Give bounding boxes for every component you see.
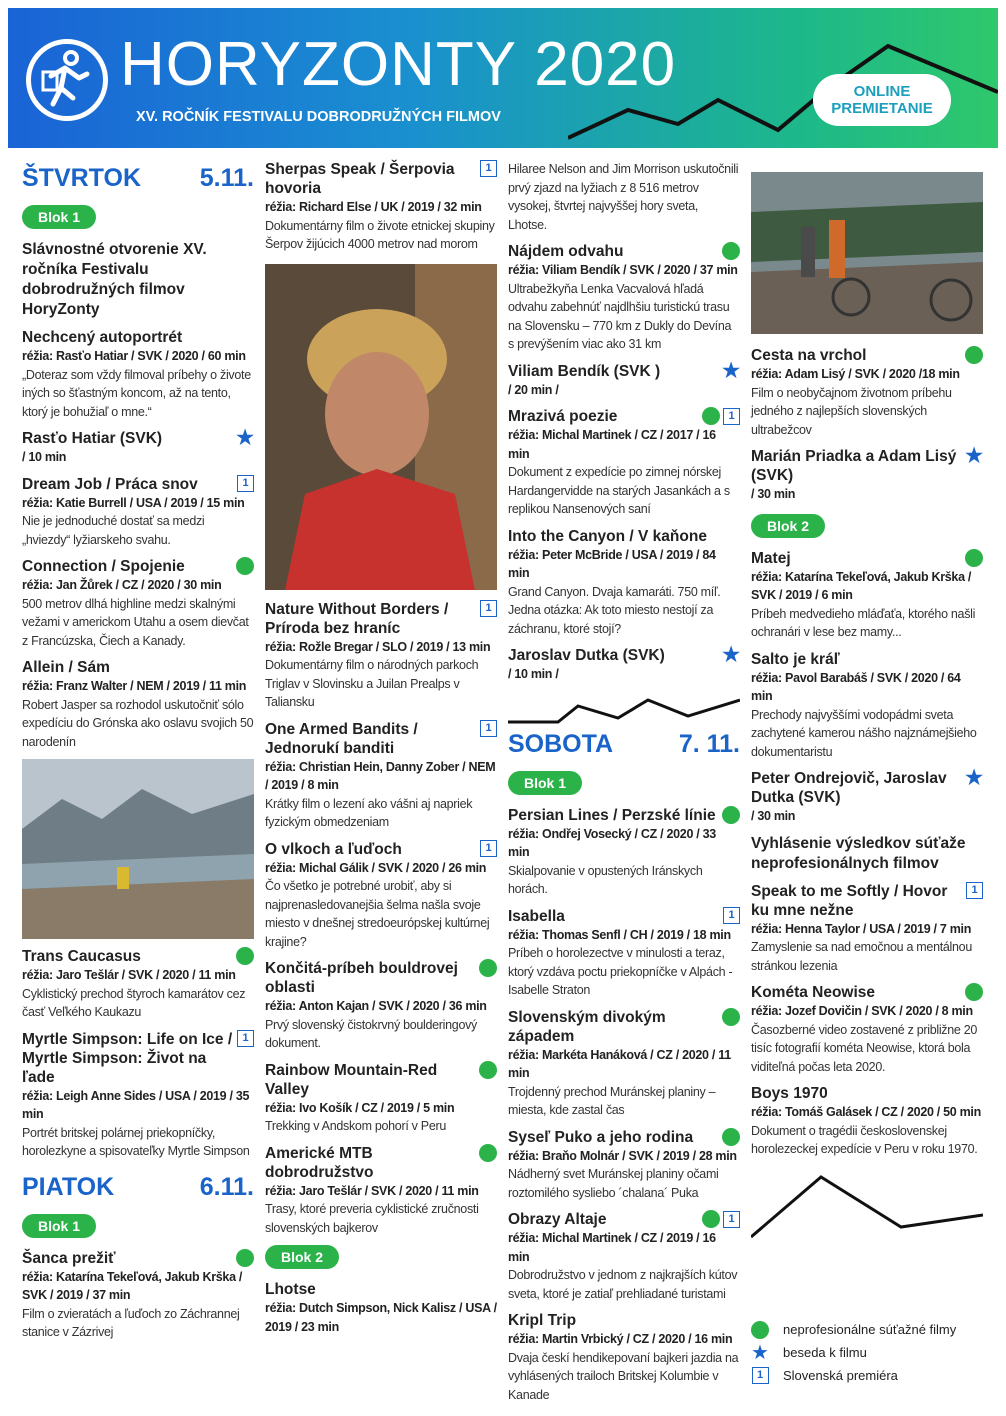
opening-title: Slávnostné otvorenie XV. ročníka Festivalu dobrodružných filmov HoryZonty [22,241,207,318]
discussion-star-icon: ★ [722,359,740,382]
film-icons [722,806,740,824]
film-title: Slovenským divokým západem [508,1008,666,1045]
film-entry [265,600,497,712]
film-entry [265,1061,497,1136]
film-icons [965,447,983,465]
film-meta: réžia: Pavol Barabáš / SVK / 2020 / 64 min [751,670,961,703]
film-title: Connection / Spojenie [22,558,185,575]
competition-dot-icon [479,1144,497,1162]
blok-badge: Blok 2 [751,514,825,538]
competition-dot-icon [965,549,983,567]
film-entry [508,1311,740,1404]
film-meta: réžia: Martin Vrbický / CZ / 2020 / 16 min [508,1332,733,1346]
film-description: Čo všetko je potrebné urobiť, aby si najprenasledovanejšia šelma našla svoje miesto v dnešnej stredoeurópskej kultúrnej krajine? [265,879,490,949]
film-description: Príbeh medvedieho mláďaťa, ktorého našli ochranári v lese bez mamy... [751,606,976,639]
film-description: Dokument o tragédii československej horolezeckej expedície v Peru v roku 1970. [751,1123,978,1156]
legend [751,1318,991,1387]
discussion-star-icon: ★ [965,445,983,467]
film-icons [479,959,497,977]
premiere-square-icon: 1 [723,408,740,425]
column-3 [508,160,740,1412]
film-description: Dvaja českí hendikepovaní bajkeri jazdia na vyhlásených trailoch Britskej Kolumbie v Kanade [508,1350,739,1402]
day-heading: ŠTVRTOK 5.11. [22,164,254,192]
competition-dot-icon [236,557,254,575]
film-title: Salto je kráľ [751,650,840,668]
film-title: Mrazivá poezie [508,408,618,425]
film-title: Sherpas Speak / Šerpovia hovoria [265,161,455,197]
film-entry [508,1008,740,1120]
premiere-square-icon: 1 [752,1367,769,1384]
legend-item [751,1318,991,1341]
film-meta: réžia: Michal Martinek / CZ / 2019 / 16 min [508,1231,716,1264]
film-entry [22,475,254,550]
competition-dot-icon [965,346,983,364]
legend-text: neprofesionálne súťažné filmy [783,1322,957,1337]
premiere-square-icon: 1 [723,907,740,924]
film-title: Nature Without Borders / Príroda bez hraníc [265,600,449,637]
film-icons [480,160,497,177]
film-icons [722,1128,740,1146]
film-title: Lhotse [265,1281,316,1298]
competition-dot-icon [702,1210,720,1228]
competition-dot-icon [965,983,983,1001]
film-meta: réžia: Henna Taylor / USA / 2019 / 7 min [751,921,972,936]
film-icons [236,1249,254,1267]
film-icons [480,600,497,617]
film-icons [722,646,740,664]
film-meta: réžia: Leigh Anne Sides / USA / 2019 / 35 min [22,1088,250,1121]
premiere-square-icon: 1 [723,1211,740,1228]
film-title: Persian Lines / Perzské línie [508,806,716,824]
film-entry [751,346,983,439]
film-entry [22,328,254,421]
film-entry [508,359,740,400]
film-meta: réžia: Franz Walter / NEM / 2019 / 11 min [22,679,247,693]
blok-badge: Blok 1 [508,771,582,795]
film-entry [508,1128,740,1203]
film-description: Dobrodružstvo v jednom z najkrajších kútov sveta, ktoré je zatiaľ prehliadané turistami [508,1268,738,1301]
film-meta: réžia: Tomáš Galásek / CZ / 2020 / 50 min [751,1105,981,1119]
blok-badge: Blok 2 [265,1245,339,1269]
film-icons [480,840,497,857]
film-description: Dokument z expedície po zimnej nórskej Hardangervidde na starých Jasankách a s replikou Nansenových saní [508,465,730,516]
film-description: Nie je jednoduché dostať sa medzi „hviezdy“ lyžiarskeho svahu. [22,514,205,547]
film-entry [751,549,983,642]
film-title: Peter Ondrejovič, Jaroslav Dutka (SVK) [751,770,947,806]
legend-icon-wrap [751,1321,769,1339]
film-description: Prechody najvyššími vodopádmi sveta zachytené kamerou nášho najznámejšieho dokumentaristu [751,707,977,759]
competition-dot-icon [236,947,254,965]
film-meta: réžia: Thomas Senfl / CH / 2019 / 18 min [508,927,731,942]
runner-logo-icon [26,39,108,121]
film-entry [751,447,983,504]
premiere-square-icon: 1 [237,1030,254,1047]
film-entry [508,646,740,684]
column-4 [751,172,983,1241]
film-description: Ultrabežkyňa Lenka Vacvalová hľadá odvahu zabehnúť najdlhšiu turistickú trasu na Slovensku – 770 km z Dukly do Devína s prevýšením viac ako 31 km [508,281,732,351]
film-entry [22,1249,254,1342]
column-thursday [22,160,254,1350]
film-meta: réžia: Dutch Simpson, Nick Kalisz / USA / 2019 / 23 min [265,1301,497,1334]
film-title: Končitá-príbeh bouldrovej oblasti [265,960,458,996]
film-title: Americké MTB dobrodružstvo [265,1144,374,1181]
film-title: Obrazy Altaje [508,1211,607,1228]
film-icons [722,242,740,260]
discussion-star-icon: ★ [722,644,740,666]
film-title: Jaroslav Dutka (SVK) [508,647,665,664]
film-icons [237,1030,254,1047]
film-description: Film o neobyčajnom životnom príbehu jedného z najlepších slovenských ultrabežcov [751,385,952,437]
header-banner [8,8,998,148]
film-entry [22,1030,254,1161]
film-meta: réžia: Ondřej Vosecký / CZ / 2020 / 33 min [508,826,716,859]
film-description: Dokumentárny film o národných parkoch Triglav v Slovinsku a Juilan Prealps v Taliansku [265,658,479,709]
film-meta: réžia: Jaro Tešlár / SVK / 2020 / 11 min [22,968,236,982]
film-description: Grand Canyon. Dvaja kamaráti. 750 míľ. Jedna otázka: Ak toto miesto nestojí za záchranu, ktoré stojí? [508,584,721,636]
film-description: Film o zvieratách a ľuďoch zo Záchrannej stanice v Zázrivej [22,1306,240,1339]
film-entry [22,557,254,650]
film-meta: réžia: Ivo Košík / CZ / 2019 / 5 min [265,1100,455,1115]
film-title: Isabella [508,907,565,925]
competition-dot-icon [722,1128,740,1146]
lake-expedition-photo [22,759,254,939]
competition-dot-icon [479,959,497,977]
premiere-square-icon: 1 [237,475,254,492]
sherpa-portrait-photo [265,264,497,590]
film-entry [508,527,740,639]
film-icons [480,720,497,737]
film-meta: réžia: Richard Else / UK / 2019 / 32 min [265,200,482,214]
film-meta: réžia: Adam Lisý / SVK / 2020 /18 min [751,367,960,381]
film-entry [22,947,254,1022]
competition-dot-icon [722,1008,740,1026]
film-meta: réžia: Peter McBride / USA / 2019 / 84 min [508,547,716,580]
film-title: O vlkoch a ľuďoch [265,840,402,858]
legend-item [751,1341,991,1364]
film-title: Cesta na vrchol [751,347,867,364]
competition-dot-icon [236,1249,254,1267]
film-title: Nechcený autoportrét [22,329,183,346]
film-entry [751,882,983,976]
film-meta: réžia: Jaro Tešlár / SVK / 2020 / 11 min [265,1183,479,1198]
film-title: Boys 1970 [751,1085,828,1102]
blok-badge: Blok 1 [22,205,96,229]
film-meta: réžia: Markéta Hanáková / CZ / 2020 / 11 min [508,1047,731,1080]
film-meta: / 10 min / [508,667,559,681]
competition-dot-icon [751,1321,769,1339]
film-description: Časozberné video zostavené z približne 20 tisíc fotografií kométa Neowise, ktorá bola viditeľná počas leta 2020. [751,1022,978,1074]
film-description: Trasy, ktoré preveria cyklistické zručnosti slovenských bajkerov [265,1202,479,1235]
film-meta: / 20 min / [508,382,559,397]
premiere-square-icon: 1 [966,882,983,899]
premiere-square-icon: 1 [480,160,497,177]
legend-text: beseda k filmu [783,1345,867,1360]
film-title: One Armed Bandits / Jednorukí banditi [265,720,418,757]
film-entry [751,769,983,826]
film-title: Kripl Trip [508,1312,577,1329]
film-meta: réžia: Viliam Bendík / SVK / 2020 / 37 min [508,263,738,277]
mountain-line-icon [508,692,740,726]
film-title: Into the Canyon / V kaňone [508,527,707,545]
film-title: Speak to me Softly / Hovor ku mne nežne [751,882,948,919]
film-meta: réžia: Katie Burrell / USA / 2019 / 15 min [22,495,245,510]
film-description: Zamyslenie sa nad emočnou a mentálnou stránkou lezenia [751,940,972,973]
film-icons [702,1210,740,1228]
film-entry [265,840,497,952]
film-meta: réžia: Rožle Bregar / SLO / 2019 / 13 min [265,639,491,654]
film-entry [508,1210,740,1303]
film-entry [508,242,740,354]
film-title: Myrtle Simpson: Life on Ice / Myrtle Simpson: Život na ľade [22,1030,233,1086]
film-meta: réžia: Braňo Molnár / SVK / 2019 / 28 min [508,1148,737,1163]
film-icons [965,769,983,787]
film-entry [265,1280,497,1336]
film-meta: réžia: Michal Gálik / SVK / 2020 / 26 min [265,860,487,875]
film-title: Viliam Bendík (SVK ) [508,362,661,380]
day-heading-saturday: SOBOTA 7. 11. [508,729,740,758]
column-2 [265,160,497,1344]
film-icons [702,407,740,425]
competition-dot-icon [479,1061,497,1079]
film-description: Robert Jasper sa rozhodol uskutočniť sólo expedíciu do Grónska ako oslavu svojich 50 narodenín [22,697,254,749]
film-entry [751,983,983,1076]
film-title: Dream Job / Práca snov [22,475,198,493]
film-title: Rasťo Hatiar (SVK) [22,430,163,447]
film-description: „Doteraz som vždy filmoval príbehy o živote iných so šťastným koncom, až na tento, ktorý je bohužiaľ o mne.“ [22,367,251,419]
film-icons [236,947,254,965]
film-meta: réžia: Anton Kajan / SVK / 2020 / 36 min [265,999,487,1013]
film-icons [236,557,254,575]
film-entry [22,658,254,751]
film-meta: réžia: Jozef Dovičin / SVK / 2020 / 8 min [751,1004,973,1018]
film-icons [479,1144,497,1162]
film-icons [237,475,254,492]
lhotse-description: Hilaree Nelson and Jim Morrison uskutočnili prvý zjazd na lyžiach z 8 516 metrov vysokej, štvrtej najvyššej hory sveta, Lhotse. [508,162,739,232]
film-title: Trans Caucasus [22,948,141,965]
premiere-square-icon: 1 [480,600,497,617]
film-meta: / 30 min [751,809,796,823]
day-heading-friday: PIATOK 6.11. [22,1172,254,1201]
discussion-star-icon: ★ [236,427,254,449]
film-title: Nájdem odvahu [508,243,624,260]
film-meta: réžia: Jan Žůrek / CZ / 2020 / 30 min [22,578,222,592]
premiere-square-icon: 1 [480,720,497,737]
film-entry [751,1084,983,1159]
competition-dot-icon [702,407,720,425]
festival-title: HORYZONTY 2020 [120,30,677,99]
film-meta: / 30 min [751,487,796,501]
blok-badge: Blok 1 [22,1214,96,1238]
film-icons [965,549,983,567]
film-description: Krátky film o lezení ako vášni aj napriek fyzickým obmedzeniam [265,796,473,829]
film-entry [265,720,497,832]
film-meta: réžia: Christian Hein, Danny Zober / NEM / 2019 / 8 min [265,759,496,792]
film-icons [966,882,983,899]
film-entry [508,907,740,1000]
film-icons [479,1061,497,1079]
film-meta: réžia: Rasťo Hatiar / SVK / 2020 / 60 min [22,349,246,363]
film-description: Cyklistický prechod štyroch kamarátov cez časť Veľkého Kaukazu [22,986,246,1019]
premiere-square-icon: 1 [480,840,497,857]
film-entry [22,429,254,467]
film-meta: réžia: Katarína Tekeľová, Jakub Krška / SVK / 2019 / 6 min [751,569,972,602]
online-badge[interactable]: ONLINE PREMIETANIE [813,74,951,126]
film-icons [722,1008,740,1026]
discussion-star-icon: ★ [965,767,983,789]
film-icons [236,429,254,447]
film-description: Trojdenný prechod Muránskej planiny – miesta, kde zastal čas [508,1084,716,1117]
legend-item [751,1364,991,1387]
film-description: Príbeh o horolezectve v minulosti a teraz, ktorý vzdáva poctu priekopníčke v Alpách - Isabelle Straton [508,946,733,997]
film-description: Dokumentárny film o živote etnickej skupiny Šerpov žijúcich 4000 metrov nad morom [265,218,495,251]
film-title: Rainbow Mountain-Red Valley [265,1061,438,1098]
film-title: Matej [751,549,791,567]
mountain-line-icon [751,1167,983,1241]
film-entry [508,407,740,519]
film-meta: réžia: Michal Martinek / CZ / 2017 / 16 min [508,428,716,461]
film-meta: réžia: Katarína Tekeľová, Jakub Krška / SVK / 2019 / 37 min [22,1269,243,1302]
legend-icon-wrap [751,1367,769,1384]
film-icons [723,907,740,924]
film-title: Allein / Sám [22,659,110,676]
film-entry [751,650,983,762]
legend-text: Slovenská premiéra [783,1368,898,1383]
film-description: Portrét britskej polárnej priekopníčky, horolezkyne a spisovateľky Myrtle Simpson [22,1125,250,1158]
runners-photo [751,172,983,334]
film-description: Trekking v Andskom pohorí v Peru [265,1119,446,1133]
film-description: Skialpovanie v opustených Iránskych horách. [508,863,703,896]
legend-icon-wrap [751,1341,769,1364]
festival-subtitle: XV. ROČNÍK FESTIVALU DOBRODRUŽNÝCH FILMOV [136,109,501,125]
film-entry [508,806,740,899]
film-icons [965,346,983,364]
film-icons [722,359,740,382]
film-description: Prvý slovenský čistokrvný boulderingový dokument. [265,1017,478,1050]
competition-dot-icon [722,242,740,260]
film-title: Marián Priadka a Adam Lisý (SVK) [751,448,957,484]
competition-dot-icon [722,806,740,824]
film-title: Kométa Neowise [751,984,876,1001]
film-description: 500 metrov dlhá highline medzi skalnými vežami v americkom Utahu a osem dievčat z Francúzska, Čiech a Kanady. [22,596,249,648]
film-entry [265,959,497,1053]
film-icons [965,983,983,1001]
film-title: Syseľ Puko a jeho rodina [508,1128,694,1146]
film-meta: / 10 min [22,450,67,464]
film-title: Šanca prežiť [22,1249,116,1267]
results-title: Vyhlásenie výsledkov súťaže neprofesionálnych filmov [751,834,966,872]
film-entry [265,1144,497,1238]
film-entry [265,160,497,254]
discussion-star-icon: ★ [751,1341,769,1364]
film-description: Nádherný svet Muránskej planiny očami roztomilého sysliebo ´chalana´ Puka [508,1167,719,1200]
